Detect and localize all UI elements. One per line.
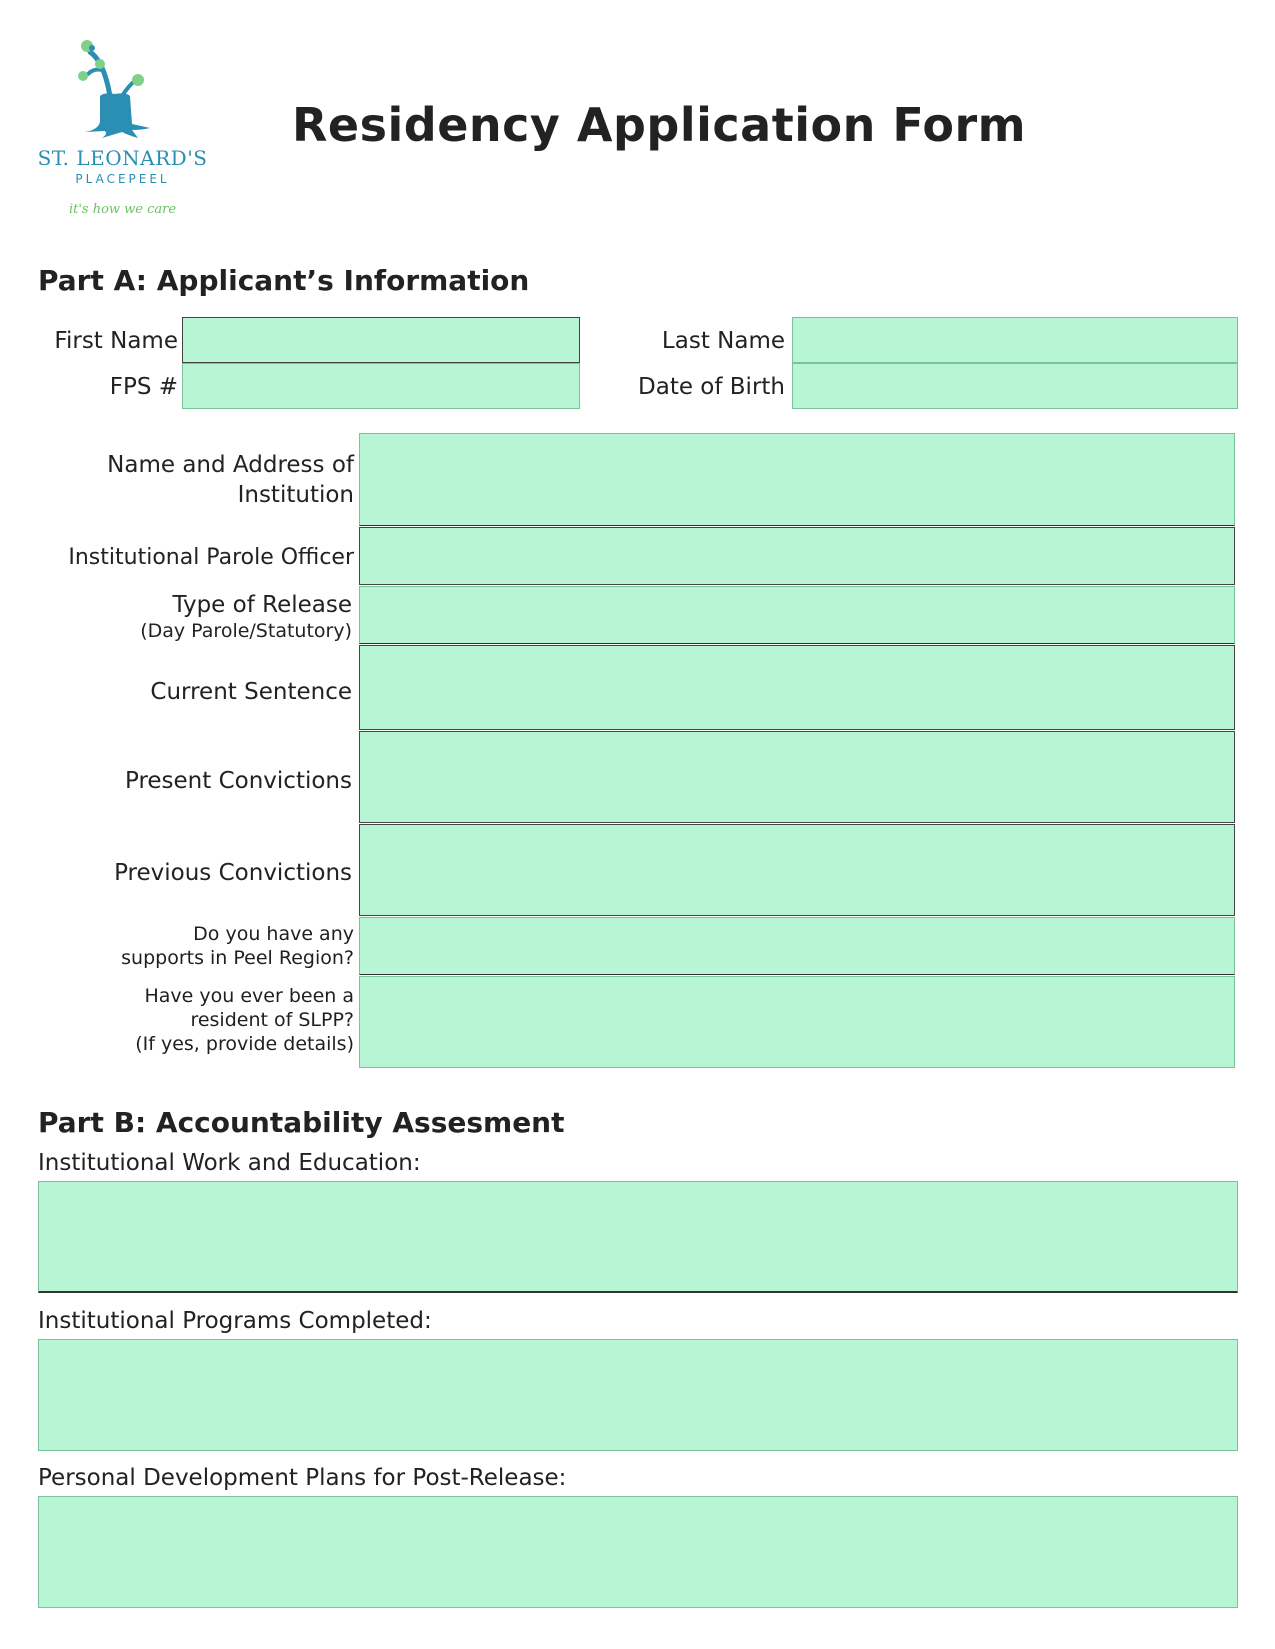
institution-label-line2: Institution [237,482,354,508]
development-plans-field[interactable] [38,1496,1238,1608]
resident-label [20,984,354,1056]
present-convictions-label: Present Convictions [124,768,352,794]
current-sentence-field[interactable] [359,645,1235,730]
sentence-label: Current Sentence [150,679,352,705]
first-name-label: First Name [54,328,178,354]
present-convictions-field[interactable] [359,731,1235,823]
resident-label-line3: (If yes, provide details) [135,1033,354,1055]
institution-label [20,450,354,510]
institution-field[interactable] [359,433,1235,526]
parole-officer-field[interactable] [359,527,1235,585]
date-of-birth-field[interactable] [792,363,1238,409]
part-a-heading: Part A: Applicant’s Information [38,264,530,297]
supports-label-line2: supports in Peel Region? [121,947,354,969]
last-name-field[interactable] [792,317,1238,363]
tree-icon [30,34,215,144]
release-sublabel: (Day Parole/Statutory) [140,620,352,642]
page-title: Residency Application Form [292,98,1027,152]
release-label: Type of Release [172,592,352,618]
supports-field[interactable] [359,917,1235,975]
part-b-heading: Part B: Accountability Assesment [38,1106,565,1139]
logo-name: ST. LEONARD'S [37,146,208,170]
dob-label: Date of Birth [638,374,785,400]
release-type-field[interactable] [359,586,1235,644]
resident-label-line2: resident of SLPP? [190,1009,354,1031]
development-plans-label: Personal Development Plans for Post-Release: [38,1465,567,1491]
last-name-label: Last Name [661,328,785,354]
programs-completed-field[interactable] [38,1339,1238,1451]
previous-resident-field[interactable] [359,976,1235,1068]
resident-label-line1: Have you ever been a [144,985,354,1007]
logo-tagline: it's how we care [68,202,177,217]
parole-officer-label: Institutional Parole Officer [68,545,354,570]
fps-field[interactable] [182,363,580,409]
work-education-field[interactable] [38,1181,1238,1293]
logo-subtitle: PLACEPEEL [75,172,170,186]
programs-completed-label: Institutional Programs Completed: [38,1308,432,1334]
work-education-label: Institutional Work and Education: [38,1150,421,1176]
logo [30,34,215,224]
fps-label: FPS # [109,374,178,400]
previous-convictions-label: Previous Convictions [114,860,352,886]
first-name-field[interactable] [182,317,580,363]
previous-convictions-field[interactable] [359,824,1235,916]
supports-label [20,922,354,970]
supports-label-line1: Do you have any [193,923,354,945]
institution-label-line1: Name and Address of [107,452,354,478]
